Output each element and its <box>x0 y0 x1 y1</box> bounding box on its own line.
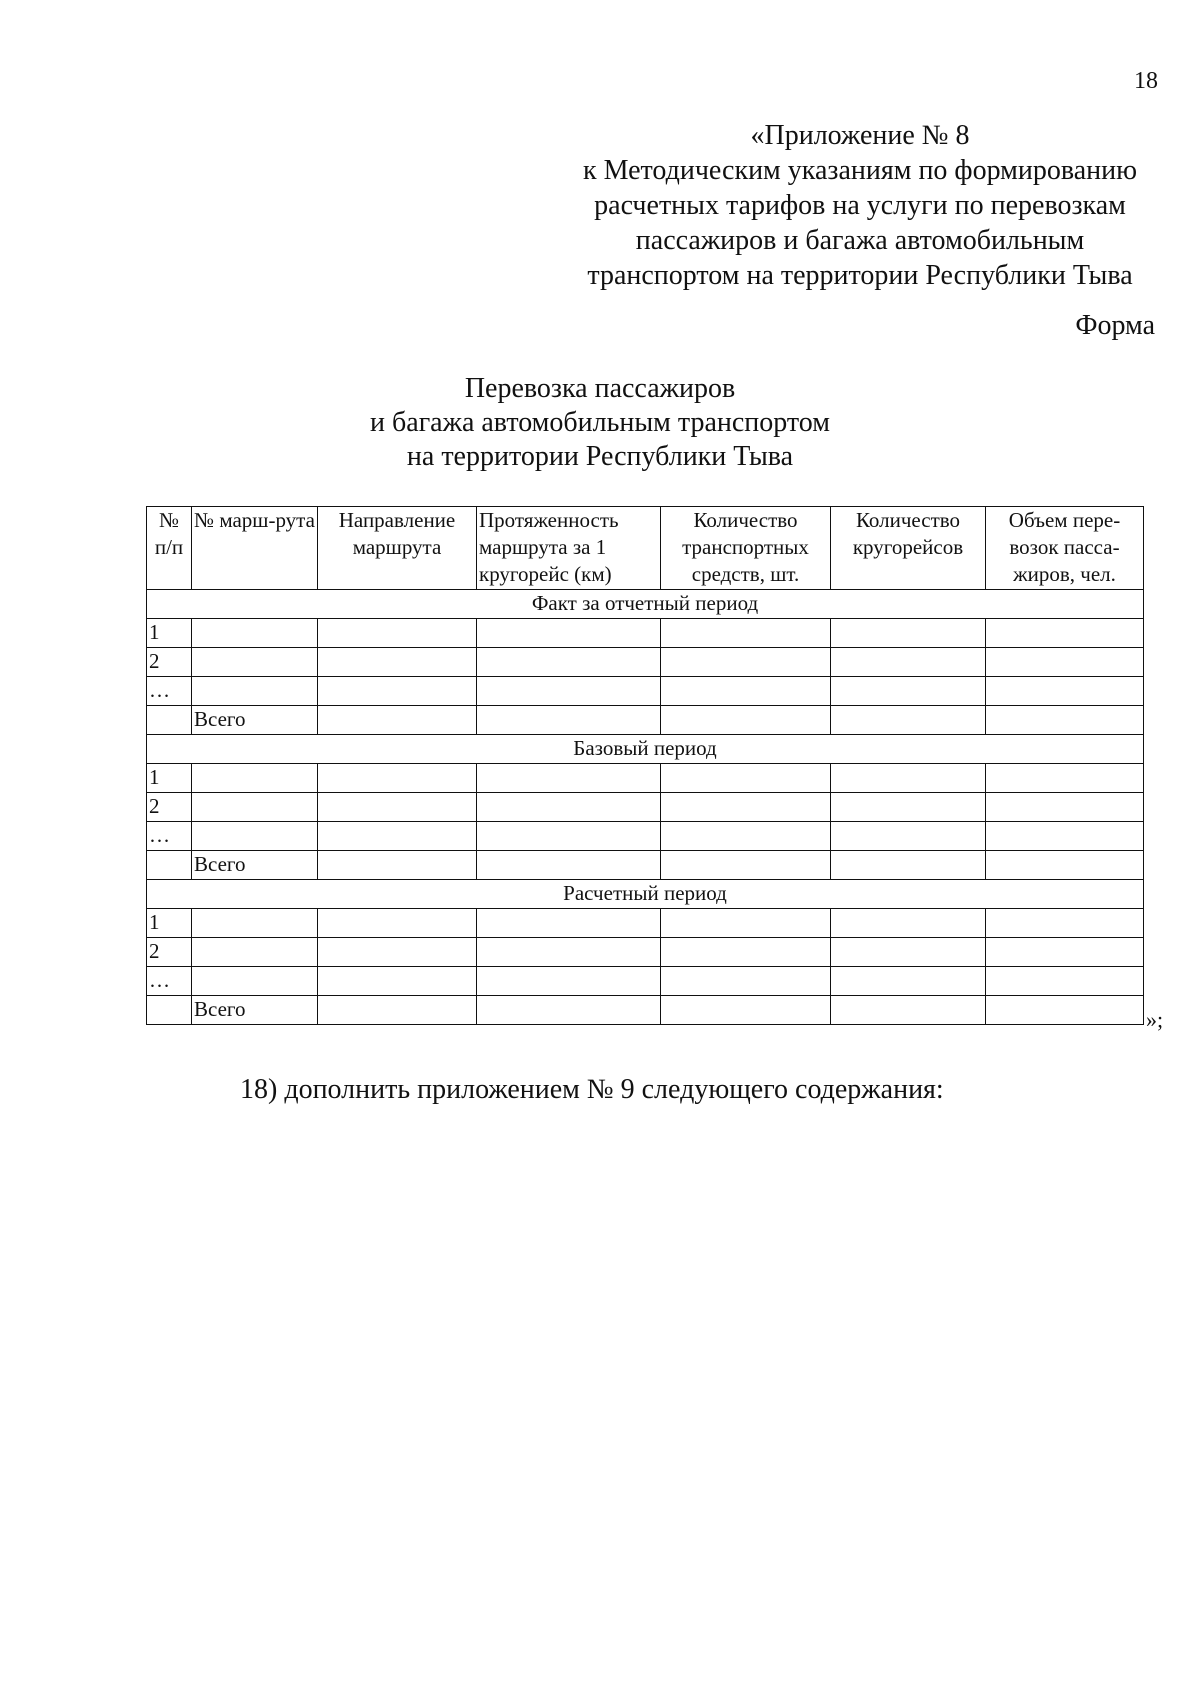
empty-cell <box>986 996 1144 1025</box>
empty-cell <box>318 706 477 735</box>
row-number-cell: 2 <box>147 648 192 677</box>
page-number: 18 <box>1134 68 1158 94</box>
empty-cell <box>831 938 986 967</box>
empty-cell <box>986 822 1144 851</box>
table-row-total <box>147 996 1144 1025</box>
empty-cell <box>661 619 831 648</box>
empty-cell <box>477 851 661 880</box>
empty-cell <box>831 851 986 880</box>
row-number-cell: … <box>147 822 192 851</box>
empty-cell <box>477 996 661 1025</box>
empty-cell <box>986 851 1144 880</box>
empty-cell <box>477 793 661 822</box>
appendix-header-line: «Приложение № 8 <box>750 120 970 151</box>
empty-cell <box>477 822 661 851</box>
empty-cell <box>318 793 477 822</box>
table-row <box>147 909 1144 938</box>
route-cell <box>192 619 318 648</box>
empty-cell <box>318 909 477 938</box>
empty-cell <box>661 909 831 938</box>
route-cell-total: Всего <box>192 996 318 1025</box>
empty-cell <box>477 619 661 648</box>
empty-cell <box>831 619 986 648</box>
row-number-cell: … <box>147 677 192 706</box>
table-row <box>147 764 1144 793</box>
header-route-length: Протяженность маршрута за 1 кругорейс (км) <box>477 507 661 590</box>
table-row-total <box>147 851 1144 880</box>
empty-cell <box>318 648 477 677</box>
header-round-trip-count: Количество кругорейсов <box>831 507 986 590</box>
empty-cell <box>661 996 831 1025</box>
section-title-base: Базовый период <box>147 735 1144 764</box>
route-cell <box>192 764 318 793</box>
table-row <box>147 967 1144 996</box>
header-route-direction: Направление маршрута <box>318 507 477 590</box>
empty-cell <box>477 706 661 735</box>
appendix-header-line: расчетных тарифов на услуги по перевозкам <box>594 190 1126 221</box>
empty-cell <box>477 764 661 793</box>
empty-cell <box>831 764 986 793</box>
table-row <box>147 793 1144 822</box>
appendix-header <box>560 118 1160 293</box>
empty-cell <box>661 851 831 880</box>
route-cell <box>192 967 318 996</box>
row-number-cell <box>147 706 192 735</box>
empty-cell <box>986 764 1144 793</box>
header-route-number: № марш-рута <box>192 507 318 590</box>
empty-cell <box>986 706 1144 735</box>
empty-cell <box>477 938 661 967</box>
section-row <box>147 735 1144 764</box>
empty-cell <box>661 822 831 851</box>
empty-cell <box>477 648 661 677</box>
empty-cell <box>661 706 831 735</box>
empty-cell <box>986 677 1144 706</box>
section-title-estimated: Расчетный период <box>147 880 1144 909</box>
row-number-cell: 1 <box>147 619 192 648</box>
row-number-cell <box>147 851 192 880</box>
empty-cell <box>318 938 477 967</box>
table-row <box>147 677 1144 706</box>
route-cell-total: Всего <box>192 851 318 880</box>
appendix-header-line: пассажиров и багажа автомобильным <box>635 225 1085 256</box>
empty-cell <box>318 619 477 648</box>
route-cell <box>192 648 318 677</box>
empty-cell <box>986 619 1144 648</box>
row-number-cell: 1 <box>147 909 192 938</box>
row-number-cell <box>147 996 192 1025</box>
table-row <box>147 938 1144 967</box>
empty-cell <box>986 967 1144 996</box>
empty-cell <box>831 996 986 1025</box>
table-row-total <box>147 706 1144 735</box>
header-row-number: № п/п <box>147 507 192 590</box>
empty-cell <box>831 677 986 706</box>
route-cell <box>192 822 318 851</box>
appendix-header-line: транспортом на территории Республики Тыва <box>587 260 1133 291</box>
empty-cell <box>661 938 831 967</box>
row-number-cell: 2 <box>147 793 192 822</box>
table-row <box>147 648 1144 677</box>
route-cell <box>192 938 318 967</box>
title-line: и багажа автомобильным транспортом <box>370 407 830 438</box>
empty-cell <box>477 909 661 938</box>
header-passenger-volume: Объем пере-возок пасса-жиров, чел. <box>986 507 1144 590</box>
empty-cell <box>661 793 831 822</box>
empty-cell <box>831 967 986 996</box>
empty-cell <box>318 996 477 1025</box>
route-cell <box>192 677 318 706</box>
empty-cell <box>661 967 831 996</box>
empty-cell <box>986 648 1144 677</box>
title-line: на территории Республики Тыва <box>406 441 794 472</box>
title-line: Перевозка пассажиров <box>464 373 736 404</box>
table-row <box>147 619 1144 648</box>
empty-cell <box>831 648 986 677</box>
empty-cell <box>477 967 661 996</box>
empty-cell <box>986 938 1144 967</box>
empty-cell <box>831 822 986 851</box>
empty-cell <box>661 677 831 706</box>
header-vehicle-count: Количество транспортных средств, шт. <box>661 507 831 590</box>
section-row <box>147 590 1144 619</box>
empty-cell <box>318 851 477 880</box>
route-cell <box>192 793 318 822</box>
section-row <box>147 880 1144 909</box>
section-title-actual: Факт за отчетный период <box>147 590 1144 619</box>
table-row <box>147 822 1144 851</box>
empty-cell <box>831 909 986 938</box>
form-label: Форма <box>1075 310 1155 341</box>
empty-cell <box>318 677 477 706</box>
empty-cell <box>318 967 477 996</box>
appendix-header-line: к Методическим указаниям по формированию <box>582 155 1138 186</box>
empty-cell <box>986 793 1144 822</box>
empty-cell <box>831 706 986 735</box>
transport-form-table <box>146 506 1144 1025</box>
table-header-row <box>147 507 1144 590</box>
empty-cell <box>661 648 831 677</box>
row-number-cell: 1 <box>147 764 192 793</box>
route-cell-total: Всего <box>192 706 318 735</box>
empty-cell <box>661 764 831 793</box>
route-cell <box>192 909 318 938</box>
instruction-text: 18) дополнить приложением № 9 следующего содержания: <box>240 1074 944 1105</box>
empty-cell <box>477 677 661 706</box>
empty-cell <box>318 822 477 851</box>
empty-cell <box>318 764 477 793</box>
row-number-cell: 2 <box>147 938 192 967</box>
row-number-cell: … <box>147 967 192 996</box>
closing-quote: »; <box>1146 1007 1164 1032</box>
empty-cell <box>831 793 986 822</box>
empty-cell <box>986 909 1144 938</box>
document-title <box>300 372 900 474</box>
